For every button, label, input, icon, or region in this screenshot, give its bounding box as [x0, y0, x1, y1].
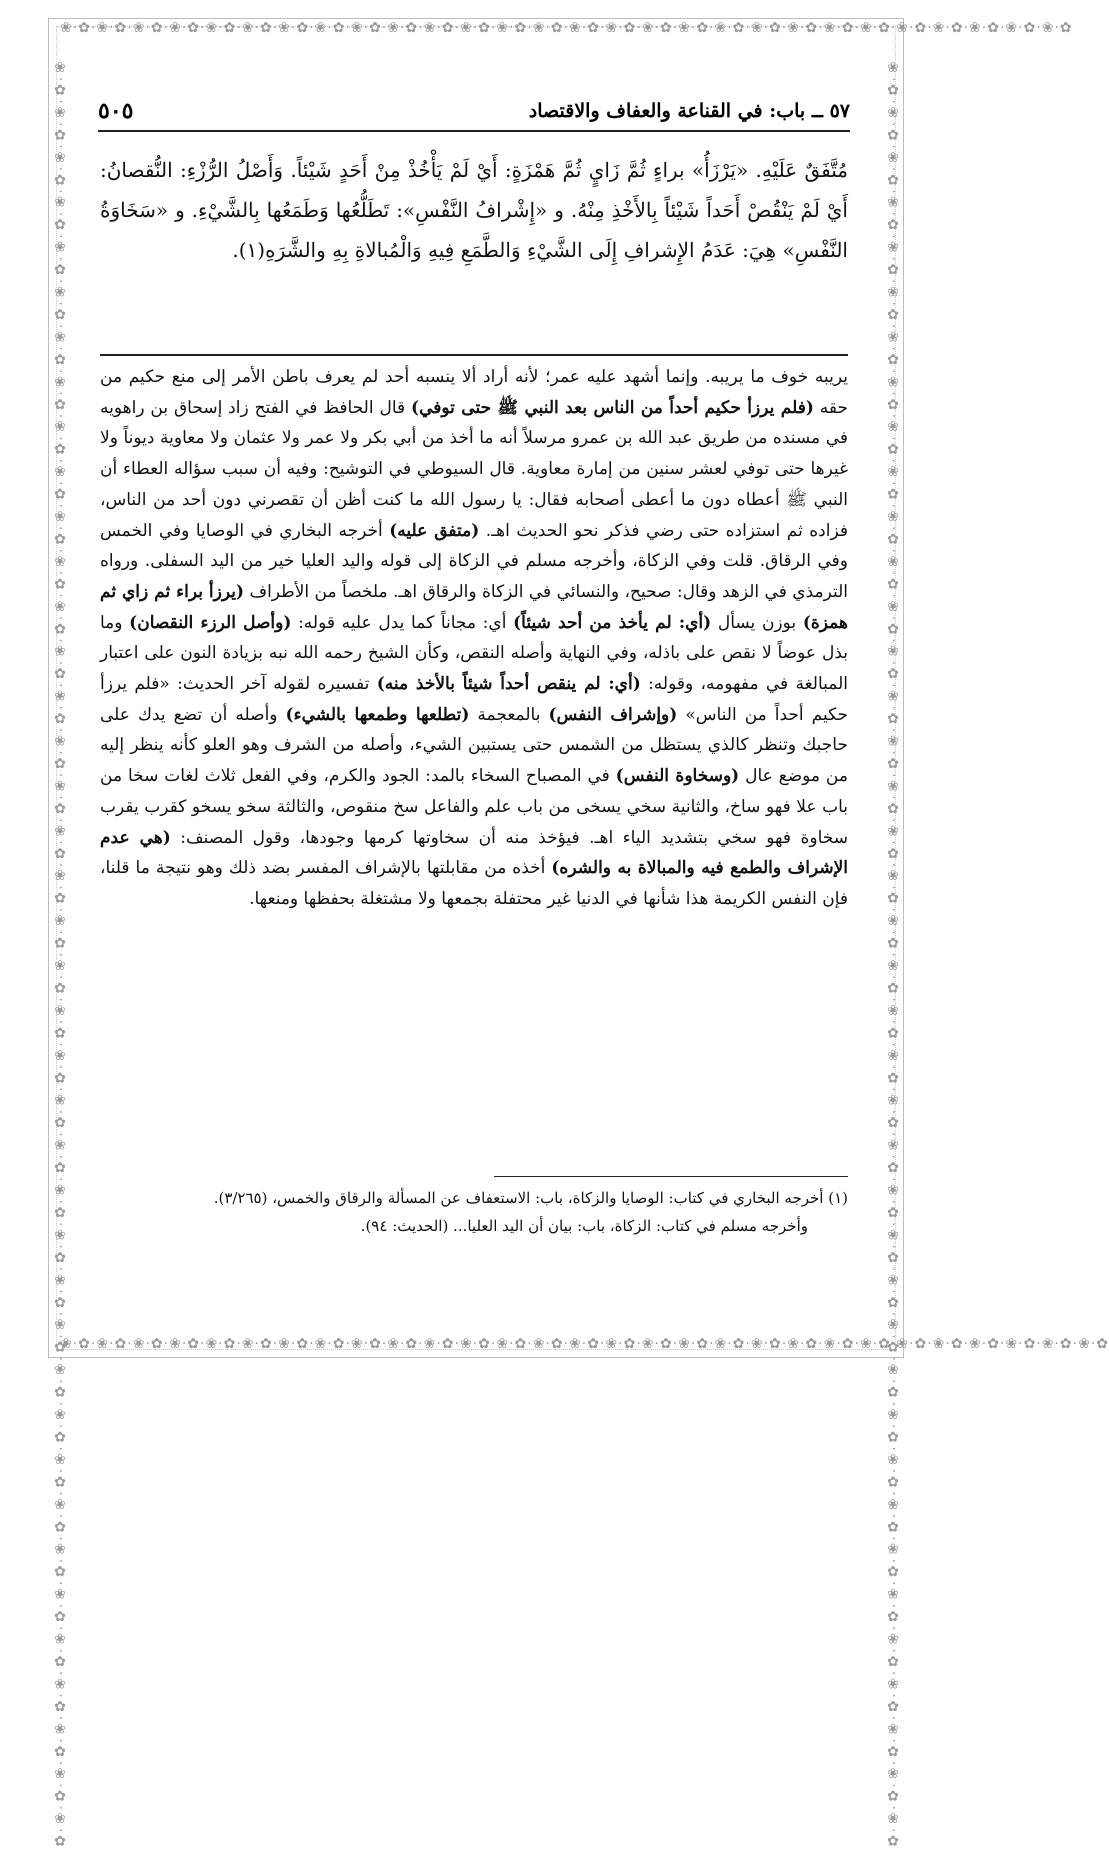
- quoted-phrase: (وإشراف النفس): [548, 704, 678, 725]
- quoted-phrase: (وسخاوة النفس): [615, 766, 740, 787]
- footnote-separator: [494, 1176, 848, 1177]
- footnote-1: (١) أخرجه البخاري في كتاب: الوصايا والزكاة، باب: الاستعفاف عن المسألة والرقاق والخمس، (٣/٢٦٥).: [213, 1189, 848, 1207]
- ornament-left: ❀·✿·❀·✿·❀·✿·❀·✿·❀·✿·❀·✿·❀·✿·❀·✿·❀·✿·❀·✿·❀·✿·❀·✿·❀·✿·❀·✿·❀·✿·❀·✿·❀·✿·❀·✿·❀·✿·❀·✿·❀·✿·❀·✿·❀·✿·❀·✿·❀·✿·❀·✿·❀·✿·❀·✿·❀·✿·❀·✿·❀·✿·❀·✿·❀·✿·❀·✿·❀·✿·❀·✿·❀·✿·❀·✿·❀·✿·❀·✿: [52, 60, 68, 1851]
- text-separator: [100, 354, 848, 356]
- ornament-bottom: ❀·✿·❀·✿·❀·✿·❀·✿·❀·✿·❀·✿·❀·✿·❀·✿·❀·✿·❀·✿·❀·✿·❀·✿·❀·✿·❀·✿·❀·✿·❀·✿·❀·✿·❀·✿·❀·✿·❀·✿·❀·✿·❀·✿·❀·✿·❀·✿·❀·✿·❀·✿·❀·✿·❀·✿·❀·✿: [60, 1336, 1109, 1352]
- page-number: ٥٠٥: [98, 98, 134, 124]
- ornament-right: ❀·✿·❀·✿·❀·✿·❀·✿·❀·✿·❀·✿·❀·✿·❀·✿·❀·✿·❀·✿·❀·✿·❀·✿·❀·✿·❀·✿·❀·✿·❀·✿·❀·✿·❀·✿·❀·✿·❀·✿·❀·✿·❀·✿·❀·✿·❀·✿·❀·✿·❀·✿·❀·✿·❀·✿·❀·✿·❀·✿·❀·✿·❀·✿·❀·✿·❀·✿·❀·✿·❀·✿·❀·✿·❀·✿·❀·✿·❀·✿: [885, 60, 901, 1851]
- commentary-text: [100, 362, 848, 915]
- quoted-phrase: (فلم يرزأ حكيم أحداً من الناس بعد النبي ﷺ حتى توفي): [411, 397, 814, 418]
- footnotes: [100, 1184, 848, 1240]
- quoted-phrase: (تطلعها وطمعها بالشيء): [285, 704, 470, 725]
- commentary-run: قال الحافظ في الفتح زاد إسحاق بن راهويه في مسنده من طريق عبد الله بن عمرو مرسلاً أنه ما أخذ من أبي بكر ولا عمر ولا عثمان ولا معاوية ديوناً ولا غيرها حتى توفي لعشر سنين من إمارة معاوية. قال السيوطي في التوشيح: وفيه أن سبب سؤاله العطاء أن النبي ﷺ أعطاه دون ما أعطى أصحابه فقال: يا رسول الله ما كنت أظن أن تقصرني دون أحد من الناس، فزاده ثم استزاده حتى رضي فذكر نحو الحديث اهـ.: [100, 397, 848, 541]
- quoted-phrase: (متفق عليه): [389, 520, 480, 541]
- commentary-run: أخرجه البخاري في الوصايا وفي الخمس وفي الرقاق. قلت وفي الزكاة، وأخرجه مسلم في الزكاة إلى قوله واليد العليا خير من اليد السفلى. ورواه الترمذي في الزهد وقال: صحيح، والنسائي في الزكاة والرقاق اهـ. ملخصاً من الأطراف: [100, 520, 849, 602]
- commentary-run: بالمعجمة: [469, 704, 549, 725]
- quoted-phrase: (أي: لم ينقص أحداً شيئاً بالأخذ منه): [376, 674, 641, 695]
- commentary-run: بوزن يسأل: [711, 612, 803, 633]
- commentary-run: وأصله أن تضع يدك على حاجبك وتنظر كالذي يستظل من الشمس حتى يستبين الشيء، وأصله من الشرف وهو العلو كأنه ينظر إليه من موضع عال: [100, 704, 848, 787]
- hadith-main-text: مُتَّفَقٌ عَلَيْهِ. «يَرْزَأُ» براءٍ ثُمَّ زَايٍ ثُمَّ هَمْزَةٍ: أَيْ لَمْ يَأْخُذْ مِنْ أَحَدٍ شَيْئاً. وَأَصْلُ الرُّزْءِ: النُّقصانُ: أَيْ لَمْ يَنْقُصْ أَحَداً شَيْئاً بِالأَخْذِ مِنْهُ. و «إِشْرافُ النَّفْسِ»: تَطَلُّعُها وَطَمَعُها بِالشَّيْءِ. و «سَخَاوَةُ النَّفْسِ» هِيَ: عَدَمُ الإِشرافِ إِلَى الشَّيْءِ وَالطَّمَعِ فِيهِ وَالْمُبالاةِ بِهِ والشَّرَهِ(١).: [100, 158, 848, 262]
- quoted-phrase: (يرزأ براء ثم زاي ثم همزة): [100, 581, 848, 633]
- quoted-phrase: (وأصل الرزء النقصان): [129, 612, 292, 633]
- quoted-phrase: (هي عدم الإشراف والطمع فيه والمبالاة به والشره): [100, 827, 848, 879]
- running-title: ٥٧ ــ باب: في القناعة والعفاف والاقتصاد: [528, 100, 850, 122]
- page-header: [98, 96, 850, 132]
- footnote-1-continued: وأخرجه مسلم في كتاب: الزكاة، باب: بيان أن اليد العليا... (الحديث: ٩٤).: [360, 1217, 808, 1235]
- ornament-top: ❀·✿·❀·✿·❀·✿·❀·✿·❀·✿·❀·✿·❀·✿·❀·✿·❀·✿·❀·✿·❀·✿·❀·✿·❀·✿·❀·✿·❀·✿·❀·✿·❀·✿·❀·✿·❀·✿·❀·✿·❀·✿·❀·✿·❀·✿·❀·✿·❀·✿·❀·✿·❀·✿·❀·✿: [60, 20, 1073, 36]
- commentary-run: تفسيره لقوله آخر الحديث: «فلم يرزأ حكيم أحداً من الناس»: [100, 674, 849, 725]
- commentary-run: يريبه خوف ما يريبه. وإنما أشهد عليه عمر؛ لأنه أراد ألا ينسبه أحد لم يعرف باطن الأمر إلى منع حكيم من حقه: [100, 367, 848, 418]
- commentary-run: أخذه من مقابلتها بالإشراف المفسر بضد ذلك وهو نتيجة ما قلنا، فإن النفس الكريمة هذا شأنها في الدنيا غير محتفلة بجمعها ولا مشتغلة بحفظها ومنعها.: [100, 858, 848, 909]
- commentary-run: أي: مجاناً كما يدل عليه قوله:: [291, 612, 514, 633]
- commentary-run: وما بذل عوضاً لا نقص على باذله، وفي النهاية وأصله النقص، وكأن الشيخ رحمه الله نبه بزيادة النون على اعتبار المبالغة في مفهومه، وقوله:: [100, 612, 848, 695]
- quoted-phrase: (أي: لم يأخذ من أحد شيئاً): [513, 612, 712, 633]
- commentary-run: في المصباح السخاء بالمد: الجود والكرم، وفي الفعل ثلاث لغات سخا من باب علا فهو ساخ، والثانية سخي يسخى من باب علم والفاعل سخ منقوص، والثالثة سخو يسخو كقرب يقرب سخاوة فهو سخي بتشديد الياء اهـ. فيؤخذ منه أن سخاوتها كرمها وجودها، وقول المصنف:: [100, 766, 848, 848]
